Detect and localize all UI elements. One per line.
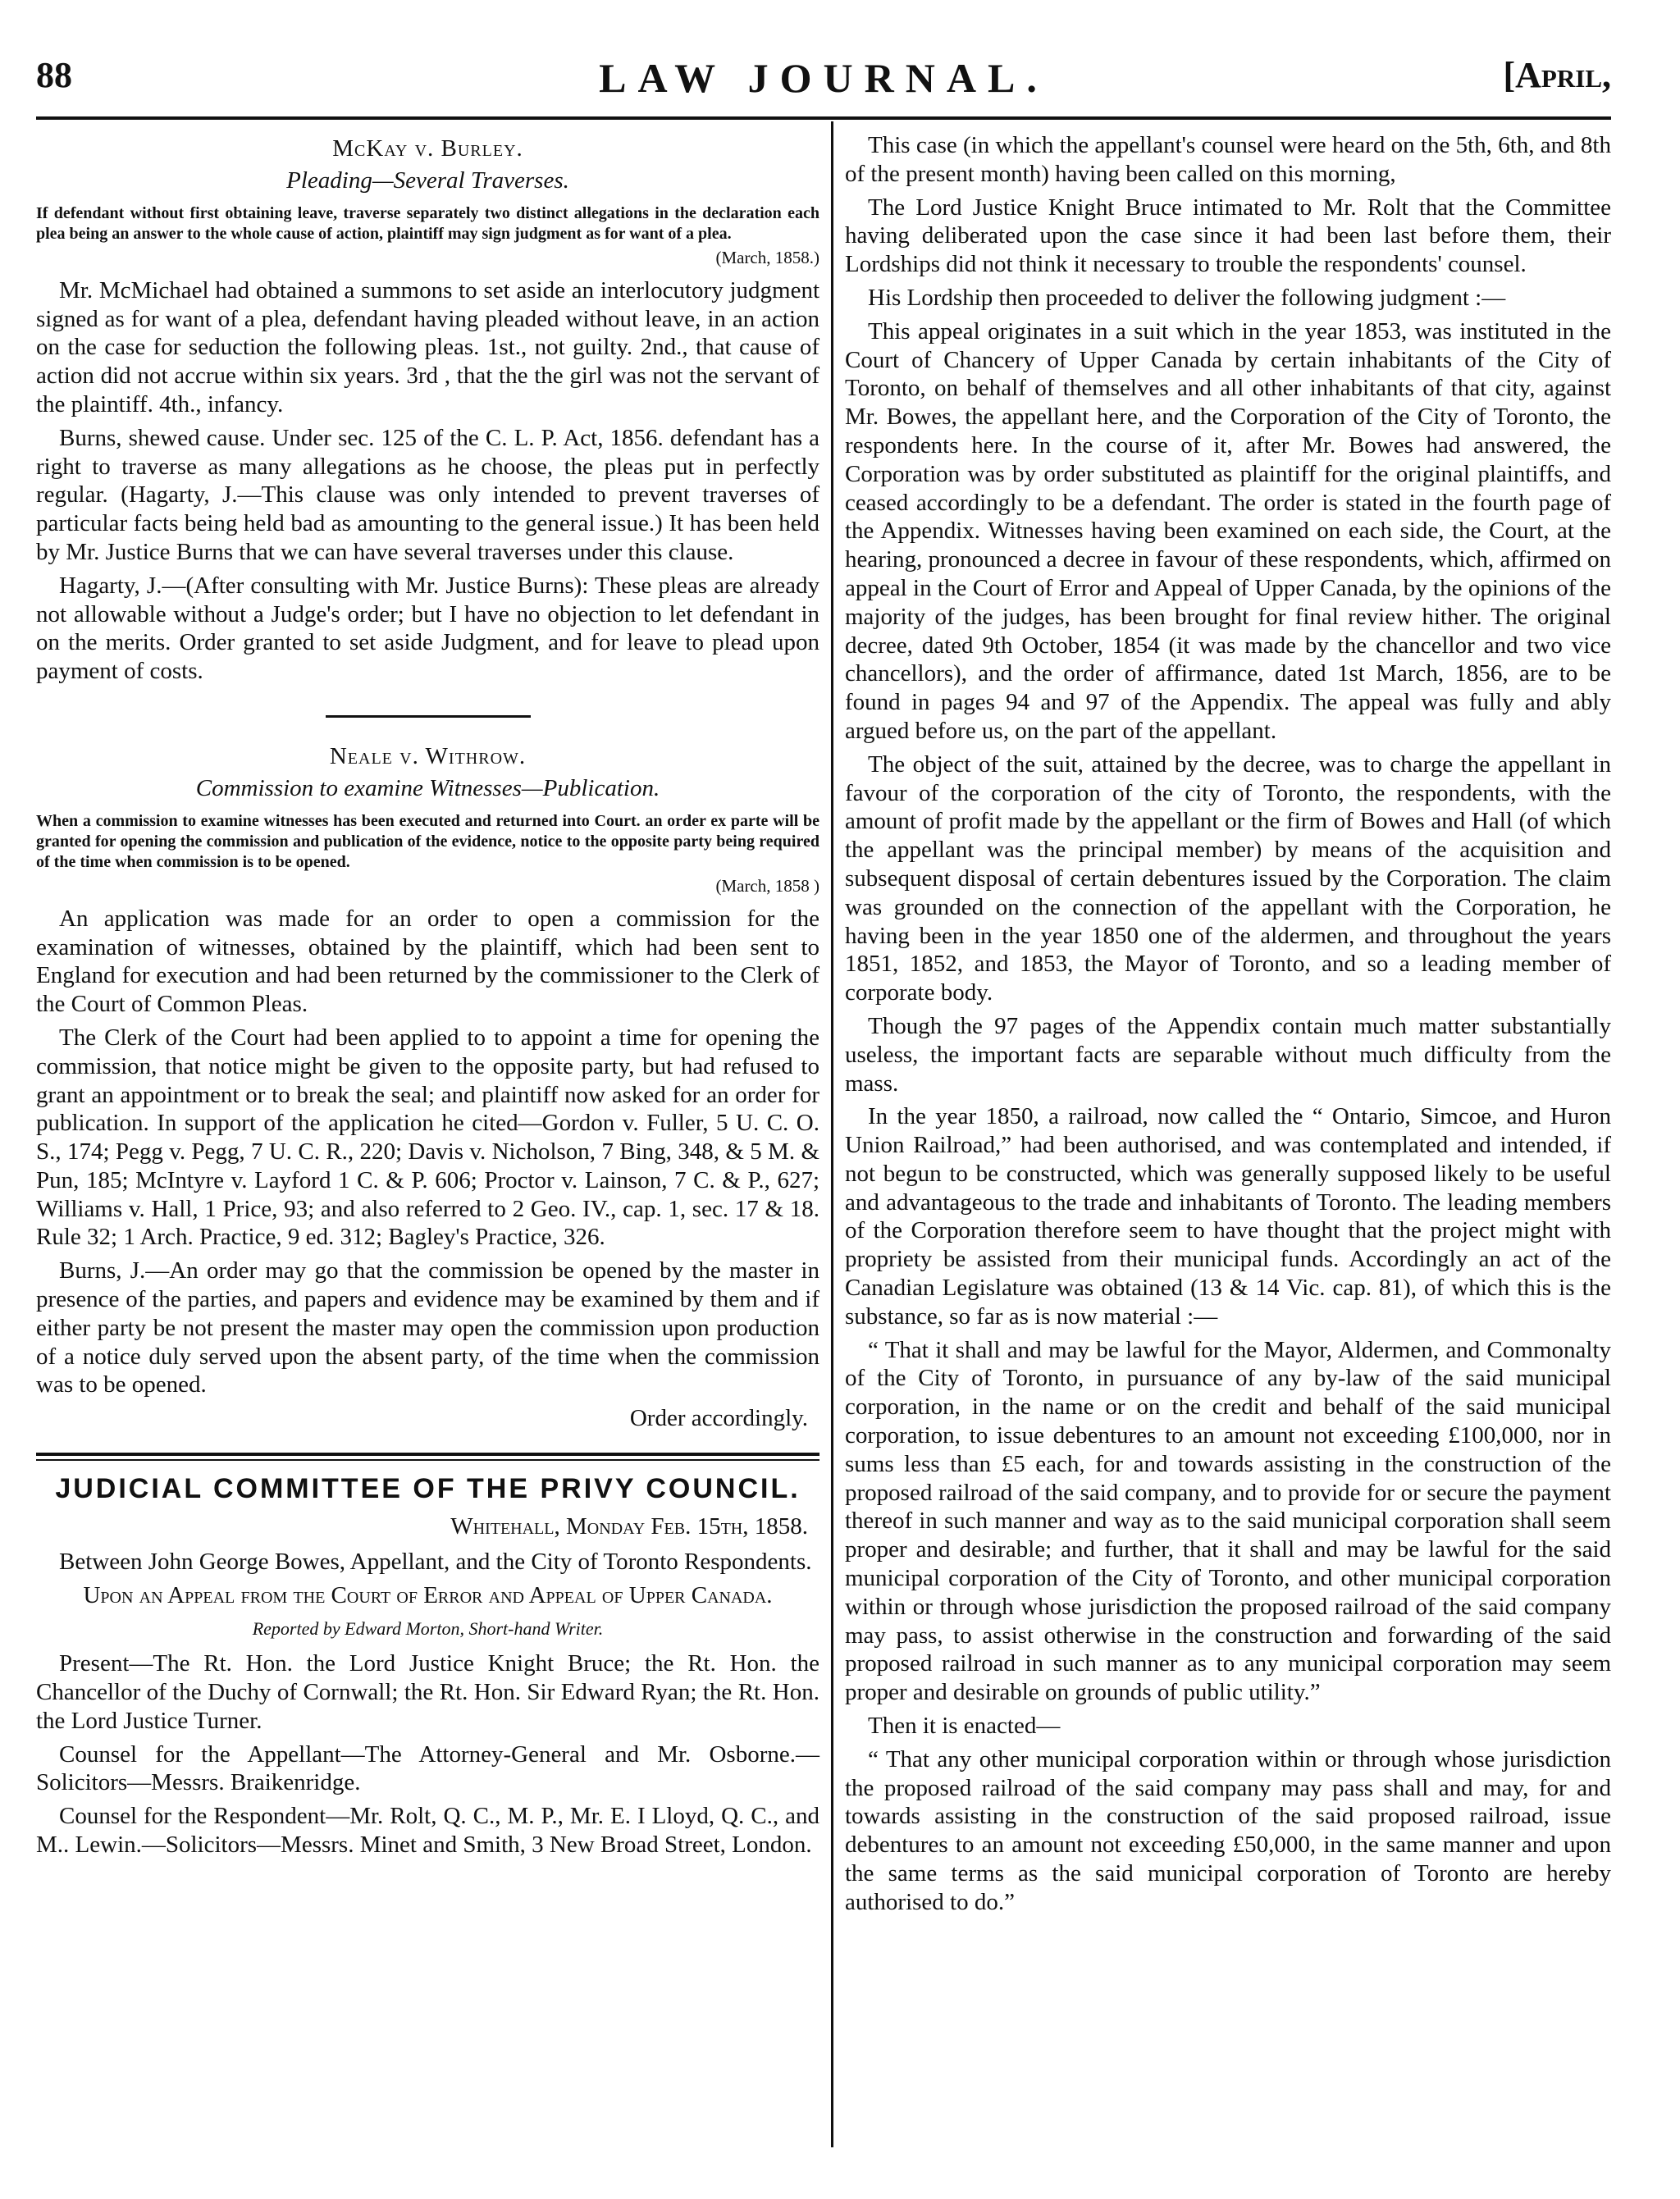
paragraph: Burns, shewed cause. Under sec. 125 of the C. L. P. Act, 1856. defendant has a right to traverse as many allegations as he choose, the pleas put in perfectly regular. (Hagarty, J.—This clause was only intended to prevent traverses of particular facts being held bad as amounting to the general issue.) It has been held by Mr. Justice Burns that we can have several traverses under this clause. (36, 424, 819, 565)
paragraph: An application was made for an order to open a commission for the examination of witnesses, obtained by the plaintiff, which had been sent to England for execution and had been returned by the commissioner to the Clerk of the Court of Common Pleas. (36, 905, 819, 1018)
page-number: 88 (36, 55, 72, 95)
page-header (36, 54, 1611, 112)
journal-title: LAW JOURNAL. (599, 55, 1048, 101)
paragraph: His Lordship then proceeded to deliver the following judgment :— (868, 284, 1506, 311)
paragraph: Though the 97 pages of the Appendix contain much matter substantially useless, the important facts are separable without much difficulty from the mass. (845, 1012, 1611, 1097)
committee-heading: JUDICIAL COMMITTEE OF THE PRIVY COUNCIL. (55, 1473, 801, 1505)
paragraph: Then it is enacted— (868, 1713, 1061, 1740)
thick-divider (36, 1453, 819, 1456)
paragraph: The Clerk of the Court had been applied to to appoint a time for opening the commission, that notice might be given to the opposite party, but had refused to grant an appointment or to break the seal; and plaintiff now asked for an order for publication. In support of the application he cited—Gordon v. Fuller, 5 U. C. O. S., 174; Pegg v. Pegg, 7 U. C. R., 220; Davis v. Nicholson, 7 Bing, 348, & 5 M. & Pun, 185; McIntyre v. Layford 1 C. & P. 606; Proctor v. Lainson, 7 C. & P., 627; Williams v. Hall, 1 Price, 93; and also referred to 2 Geo. IV., cap. 1, sec. 17 & 18. Rule 32; 1 Arch. Practice, 9 ed. 312; Bagley's Practice, 326. (36, 1024, 819, 1251)
counsel-respondent: Counsel for the Respondent—Mr. Rolt, Q. C., M. P., Mr. E. I Lloyd, Q. C., and M.. Lewin.—Solicitors—Messrs. Minet and Smith, 3 New Broad Street, London. (36, 1803, 819, 1859)
order-line: Order accordingly. (629, 1405, 808, 1432)
appeal-line: Upon an Appeal from the Court of Error and Appeal of Upper Canada. (83, 1582, 773, 1609)
reporter-line: Reported by Edward Morton, Short-hand Writer. (252, 1617, 604, 1639)
paragraph: This appeal originates in a suit which in the year 1853, was instituted in the Court of Chancery of Upper Canada by certain inhabitants of the City of Toronto, on behalf of themselves and all other inhabitants of that city, against Mr. Bowes, the appellant here, and the Corporation of the City of Toronto, the respondents here. In the course of it, after Mr. Bowes had answered, the Corporation was by order substituted as plaintiff for the original plaintiffs, and ceased accordingly to be a defendant. The order is stated in the fourth page of the Appendix. Witnesses having been examined on each side, the Court, at the hearing, pronounced a decree in favour of these respondents, which, affirmed on appeal in the Court of Error and Appeal of Upper Canada, by the opinions of the majority of the judges, has been brought for final review hither. The original decree, dated 9th October, 1854 (it was made by the chancellor and two vice chancellors), and the order of affirmance, dated 1st March, 1856, are to be found in pages 94 and 97 of the Appendix. The appeal was fully and ably argued before us, on the part of the appellant. (845, 317, 1611, 744)
quotation: “ That it shall and may be lawful for the Mayor, Aldermen, and Commonalty of the City of Toronto, in pursuance of any by-law of the said municipal corporation, in the name or on the credit and behalf of the said municipal corporation, to issue debentures to an amount not exceeding £100,000, nor in sums less than £5 each, for and towards assisting in the construction of the proposed railroad of the said company, and to provide for or secure the payment thereof in such manner and way as to the said municipal corporation shall seem proper and desirable; and further, that it shall and may be lawful for the said municipal corporation of the City of Toronto, and other municipal corporation within or through whose jurisdiction the proposed railroad of the said company may pass, to assist otherwise in the construction and forwarding of the said proposed railroad in such manner as to any municipal corporation may seem proper and desirable on grounds of public utility.” (845, 1336, 1611, 1706)
thin-divider (36, 1459, 819, 1461)
dateline: Whitehall, Monday Feb. 15th, 1858. (450, 1513, 808, 1540)
case-subtitle-mckay: Pleading—Several Traverses. (286, 167, 569, 194)
counsel-appellant: Counsel for the Appellant—The Attorney-General and Mr. Osborne.—Solicitors—Messrs. Braikenridge. (36, 1740, 819, 1796)
headnote-neale: When a commission to examine witnesses has been executed and returned into Court. an order ex parte will be granted for opening the commission and publication of the evidence, notice to the opposite party being required of the time when commission is to be opened. (36, 811, 819, 871)
present-line: Present—The Rt. Hon. the Lord Justice Knight Bruce; the Rt. Hon. the Chancellor of the Duchy of Cornwall; the Rt. Hon. Sir Edward Ryan; the Rt. Hon. the Lord Justice Turner. (36, 1650, 819, 1734)
column-rule (831, 121, 833, 2147)
paragraph: Hagarty, J.—(After consulting with Mr. Justice Burns): These pleas are already not allowable without a Judge's order; but I have no objection to let defendant in on the merits. Order granted to set aside Judgment, and for leave to plead upon payment of costs. (36, 572, 819, 685)
section-divider (326, 715, 531, 718)
header-rule (36, 116, 1611, 120)
quotation: “ That any other municipal corporation within or through whose jurisdiction the proposed railroad of the said company may pass shall and may, for and towards assisting in the construction of the said proposed railroad, issue debentures to an amount not exceeding £50,000, in the same manner and upon the same terms as the said municipal corporation of Toronto are hereby authorised to do.” (845, 1745, 1611, 1915)
case-title-mckay: McKay v. Burley. (332, 135, 523, 162)
left-column (36, 131, 819, 1864)
month-label: [April, (1503, 55, 1611, 95)
paragraph: This case (in which the appellant's counsel were heard on the 5th, 6th, and 8th of the present month) having been called on this morning, (845, 132, 1611, 187)
paragraph: Mr. McMichael had obtained a summons to set aside an interlocutory judgment signed as for want of a plea, defendant having pleaded without leave, in an action on the case for seduction the following pleas. 1st., not guilty. 2nd., that cause of action did not accrue within six years. 3rd , that the the girl was not the servant of the plaintiff. 4th., infancy. (36, 276, 819, 417)
parties: Between John George Bowes, Appellant, and the City of Toronto Respondents. (59, 1549, 812, 1576)
case-title-neale: Neale v. Withrow. (329, 742, 527, 769)
paragraph: Burns, J.—An order may go that the commission be opened by the master in presence of the parties, and papers and evidence may be examined by them and if either party be not present the master may open the commission upon production of a notice duly served upon the absent party, of the time when the commission was to be opened. (36, 1257, 819, 1398)
right-column (845, 131, 1611, 1922)
paragraph: The object of the suit, attained by the decree, was to charge the appellant in favour of the corporation of the city of Toronto, the respondents, with the amount of profit made by the appellant or the firm of Bowes and Hall (of which the appellant was the principal member) by means of the acquisition and subsequent disposal of certain debentures issued by the Corporation. The claim was grounded on the connection of the appellant with the Corporation, he having been in the year 1850 one of the aldermen, and throughout the years 1851, 1852, and 1853, the Mayor of Toronto, and so a leading member of corporate body. (845, 750, 1611, 1006)
date-neale: (March, 1858 ) (715, 875, 819, 896)
date-mckay: (March, 1858.) (715, 247, 819, 267)
headnote-mckay: If defendant without first obtaining leave, traverse separately two distinct allegations in the declaration each plea being an answer to the whole cause of action, plaintiff may sign judgment as for want of a plea. (36, 203, 819, 243)
paragraph: The Lord Justice Knight Bruce intimated to Mr. Rolt that the Committee having deliberated upon the case since it had been last before them, their Lordships did not think it necessary to trouble the respondents' counsel. (845, 194, 1611, 278)
case-subtitle-neale: Commission to examine Witnesses—Publication. (195, 774, 660, 801)
paragraph: In the year 1850, a railroad, now called the “ Ontario, Simcoe, and Huron Union Railroad,” had been authorised, and was contemplated and intended, if not begun to be constructed, which was generally supposed likely to be useful and advantageous to the trade and inhabitants of Toronto. The leading members of the Corporation therefore seem to have thought that the project might with propriety be assisted from their municipal funds. Accordingly an act of the Canadian Legislature was obtained (13 & 14 Vic. cap. 81), of which this is the substance, so far as is now material :— (845, 1103, 1611, 1330)
